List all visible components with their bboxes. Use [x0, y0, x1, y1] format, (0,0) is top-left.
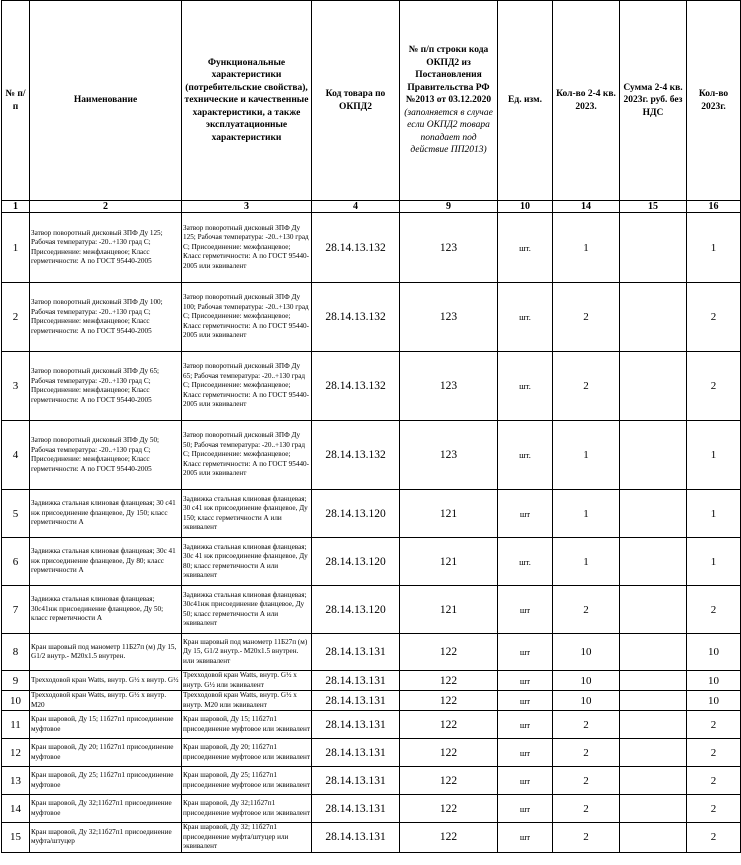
specification-table [1, 0, 741, 853]
table-cell-okpd2-code: 28.14.13.131 [312, 795, 400, 823]
table-cell-description: Кран шаровой, Ду 32;11б27п1 присоединение муфтовое или эквивалент [182, 795, 312, 823]
table-cell-okpd-row: 122 [400, 634, 498, 671]
table-cell-name: Трехходовой кран Watts, внутр. G½ х внутр. G½ [30, 671, 182, 691]
table-row [2, 767, 741, 795]
column-number: 15 [620, 201, 687, 213]
table-cell-qty-year: 1 [687, 421, 741, 490]
table-cell-qty-year: 1 [687, 213, 741, 283]
table-cell-sum [620, 213, 687, 283]
table-cell-num: 3 [2, 352, 30, 421]
table-cell-sum [620, 711, 687, 739]
table-cell-okpd2-code: 28.14.13.132 [312, 421, 400, 490]
table-cell-description: Задвижка стальная клиновая фланцевая; 30с 41 нж присоединение фланцевое, Ду 80; класс герметичности А или эквивалент [182, 538, 312, 586]
table-cell-name: Кран шаровой, Ду 20; 11б27п1 присоединение муфтовое [30, 739, 182, 767]
table-cell-sum [620, 283, 687, 352]
table-cell-okpd2-code: 28.14.13.131 [312, 634, 400, 671]
table-cell-okpd2-code: 28.14.13.120 [312, 490, 400, 538]
table-cell-sum [620, 421, 687, 490]
table-cell-num: 14 [2, 795, 30, 823]
table-cell-unit: шт [498, 691, 553, 711]
table-cell-description: Задвижка стальная клиновая фланцевая; 30 с41 нж присоединение фланцевое, Ду 150; класс герметичности А или эквивалент [182, 490, 312, 538]
table-cell-okpd-row: 122 [400, 711, 498, 739]
table-cell-unit: шт. [498, 352, 553, 421]
table-cell-name: Затвор поворотный дисковый ЗПФ Ду 125; Рабочая температура: -20..+130 град С; Присоединение: межфланцевое; Класс герметичности: А по ГОСТ 95440-2005 [30, 213, 182, 283]
table-cell-okpd2-code: 28.14.13.132 [312, 352, 400, 421]
table-cell-okpd-row: 121 [400, 586, 498, 634]
table-cell-description: Трехходовой кран Watts, внутр. G½ х внутр. G½ или эквивалент [182, 671, 312, 691]
table-cell-num: 2 [2, 283, 30, 352]
table-cell-unit: шт. [498, 283, 553, 352]
table-cell-name: Задвижка стальная клиновая фланцевая; 30 с41 нж присоединение фланцевое, Ду 150; класс герметичности А [30, 490, 182, 538]
table-cell-qty: 1 [553, 421, 620, 490]
table-row [2, 711, 741, 739]
table-cell-num: 9 [2, 671, 30, 691]
table-cell-qty-year: 10 [687, 691, 741, 711]
header-num: № п/п [2, 1, 30, 201]
table-cell-name: Задвижка стальная клиновая фланцевая; 30с41нж присоединение фланцевое, Ду 50; класс герметичности А [30, 586, 182, 634]
table-cell-description: Задвижка стальная клиновая фланцевая; 30с41нж присоединение фланцевое, Ду 50; класс герметичности А или эквивалент [182, 586, 312, 634]
header-okpd-row-note: (заполняется в случае если ОКПД2 товара попадает под действие ПП2013) [404, 107, 493, 156]
table-cell-description: Затвор поворотный дисковый ЗПФ Ду 50; Рабочая температура: -20..+130 град С; Присоединение: межфланцевое; Класс герметичности: А по ГОСТ 95440-2005 или эквивалент [182, 421, 312, 490]
table-cell-qty-year: 2 [687, 586, 741, 634]
table-cell-sum [620, 538, 687, 586]
header-okpd-row-bold: № п/п строки кода ОКПД2 из Постановления Правительства РФ №2013 от 03.12.2020 [405, 45, 492, 106]
table-cell-qty-year: 10 [687, 671, 741, 691]
column-number: 3 [182, 201, 312, 213]
table-cell-sum [620, 823, 687, 853]
header-unit: Ед. изм. [498, 1, 553, 201]
table-cell-num: 5 [2, 490, 30, 538]
table-cell-qty-year: 2 [687, 795, 741, 823]
table-cell-unit: шт. [498, 421, 553, 490]
table-cell-okpd2-code: 28.14.13.131 [312, 691, 400, 711]
table-cell-qty-year: 2 [687, 823, 741, 853]
table-body [2, 213, 741, 853]
table-cell-qty: 10 [553, 634, 620, 671]
table-cell-qty: 1 [553, 538, 620, 586]
table-cell-qty: 10 [553, 671, 620, 691]
header-row [2, 1, 741, 201]
table-row [2, 795, 741, 823]
header-name: Наименование [30, 1, 182, 201]
table-cell-unit: шт [498, 586, 553, 634]
table-cell-name: Кран шаровой, Ду 25; 11б27п1 присоединение муфтовое [30, 767, 182, 795]
table-cell-okpd-row: 122 [400, 739, 498, 767]
table-cell-okpd2-code: 28.14.13.131 [312, 739, 400, 767]
table-cell-qty: 2 [553, 823, 620, 853]
table-cell-okpd2-code: 28.14.13.120 [312, 586, 400, 634]
table-cell-qty-year: 2 [687, 283, 741, 352]
table-cell-okpd-row: 121 [400, 538, 498, 586]
table-cell-qty: 2 [553, 352, 620, 421]
table-cell-okpd2-code: 28.14.13.120 [312, 538, 400, 586]
column-number-row [2, 201, 741, 213]
table-cell-name: Кран шаровой, Ду 15; 11б27п1 присоединение муфтовое [30, 711, 182, 739]
table-cell-okpd2-code: 28.14.13.132 [312, 213, 400, 283]
table-cell-qty: 10 [553, 691, 620, 711]
table-row [2, 421, 741, 490]
table-cell-num: 6 [2, 538, 30, 586]
column-number: 16 [687, 201, 741, 213]
table-cell-sum [620, 352, 687, 421]
table-row [2, 691, 741, 711]
table-cell-qty: 2 [553, 795, 620, 823]
table-cell-sum [620, 795, 687, 823]
table-cell-description: Кран шаровой, Ду 25; 11б27п1 присоединение муфтовое или эквивалент [182, 767, 312, 795]
table-cell-okpd2-code: 28.14.13.131 [312, 823, 400, 853]
table-row [2, 352, 741, 421]
table-cell-name: Затвор поворотный дисковый ЗПФ Ду 50; Рабочая температура: -20..+130 град С; Присоединение: межфланцевое; Класс герметичности: А по ГОСТ 95440-2005 [30, 421, 182, 490]
table-cell-okpd-row: 122 [400, 671, 498, 691]
table-cell-okpd-row: 122 [400, 823, 498, 853]
table-cell-qty: 1 [553, 213, 620, 283]
table-row [2, 634, 741, 671]
table-cell-okpd-row: 123 [400, 213, 498, 283]
header-okpd-row [400, 1, 498, 201]
table-cell-description: Кран шаровой, Ду 32; 11б27п1 присоединение муфта/штуцер или эквивалент [182, 823, 312, 853]
table-cell-okpd-row: 122 [400, 767, 498, 795]
table-cell-num: 1 [2, 213, 30, 283]
table-row [2, 490, 741, 538]
table-cell-qty-year: 2 [687, 739, 741, 767]
table-cell-qty-year: 2 [687, 711, 741, 739]
table-cell-name: Кран шаровой, Ду 32;11б27п1 присоединение муфтовое [30, 795, 182, 823]
table-cell-name: Трехходовой кран Watts, внутр. G½ х внутр. M20 [30, 691, 182, 711]
table-cell-name: Кран шаровый под манометр 11Б27п (м) Ду 15, G1/2 внутр.- M20x1.5 внутрен. [30, 634, 182, 671]
table-row [2, 213, 741, 283]
table-cell-num: 12 [2, 739, 30, 767]
table-cell-okpd-row: 122 [400, 795, 498, 823]
column-number: 14 [553, 201, 620, 213]
table-cell-unit: шт [498, 823, 553, 853]
table-cell-description: Кран шаровой, Ду 15; 11б27п1 присоединение муфтовое или эквивалент [182, 711, 312, 739]
table-row [2, 671, 741, 691]
table-cell-unit: шт. [498, 538, 553, 586]
table-cell-num: 15 [2, 823, 30, 853]
table-cell-okpd2-code: 28.14.13.131 [312, 711, 400, 739]
table-row [2, 538, 741, 586]
column-number: 4 [312, 201, 400, 213]
table-cell-description: Трехходовой кран Watts, внутр. G½ х внутр. M20 или эквивалент [182, 691, 312, 711]
table-cell-qty-year: 2 [687, 352, 741, 421]
table-cell-qty: 2 [553, 283, 620, 352]
table-row [2, 283, 741, 352]
header-desc: Функциональные характеристики (потребительские свойства), технические и качественные характеристики, а также эксплуатационные характеристики [182, 1, 312, 201]
table-cell-unit: шт [498, 671, 553, 691]
table-cell-num: 7 [2, 586, 30, 634]
table-cell-num: 4 [2, 421, 30, 490]
table-cell-qty-year: 10 [687, 634, 741, 671]
table-cell-sum [620, 634, 687, 671]
table-cell-description: Кран шаровой, Ду 20; 11б27п1 присоединение муфтовое или эквивалент [182, 739, 312, 767]
table-cell-qty: 2 [553, 586, 620, 634]
table-cell-qty-year: 1 [687, 490, 741, 538]
table-cell-sum [620, 671, 687, 691]
table-cell-okpd-row: 123 [400, 283, 498, 352]
table-cell-okpd-row: 122 [400, 691, 498, 711]
table-cell-qty: 2 [553, 739, 620, 767]
table-row [2, 739, 741, 767]
column-number: 1 [2, 201, 30, 213]
table-cell-qty: 2 [553, 767, 620, 795]
table-cell-unit: шт [498, 634, 553, 671]
header-qty: Кол-во 2-4 кв. 2023. [553, 1, 620, 201]
table-cell-sum [620, 586, 687, 634]
table-cell-qty: 2 [553, 711, 620, 739]
table-cell-sum [620, 739, 687, 767]
table-cell-sum [620, 767, 687, 795]
table-cell-unit: шт. [498, 213, 553, 283]
table-cell-description: Затвор поворотный дисковый ЗПФ Ду 65; Рабочая температура: -20..+130 град С; Присоединение: межфланцевое; Класс герметичности: А по ГОСТ 95440-2005 или эквивалент [182, 352, 312, 421]
column-number: 9 [400, 201, 498, 213]
table-cell-num: 11 [2, 711, 30, 739]
table-cell-num: 8 [2, 634, 30, 671]
table-cell-okpd-row: 123 [400, 421, 498, 490]
table-cell-unit: шт [498, 767, 553, 795]
column-number: 10 [498, 201, 553, 213]
table-cell-name: Затвор поворотный дисковый ЗПФ Ду 100; Рабочая температура: -20..+130 град С; Присоединение: межфланцевое; Класс герметичности: А по ГОСТ 95440-2005 [30, 283, 182, 352]
table-cell-okpd2-code: 28.14.13.132 [312, 283, 400, 352]
table-cell-description: Кран шаровый под манометр 11Б27п (м) Ду 15, G1/2 внутр.- M20x1.5 внутрен. или эквивалент [182, 634, 312, 671]
table-cell-unit: шт [498, 739, 553, 767]
table-cell-unit: шт [498, 490, 553, 538]
header-qty-year: Кол-во 2023г. [687, 1, 741, 201]
table-cell-description: Затвор поворотный дисковый ЗПФ Ду 125; Рабочая температура: -20..+130 град С; Присоединение: межфланцевое; Класс герметичности: А по ГОСТ 95440-2005 или эквивалент [182, 213, 312, 283]
table-cell-unit: шт [498, 795, 553, 823]
table-cell-qty-year: 2 [687, 767, 741, 795]
header-sum: Сумма 2-4 кв. 2023г. руб. без НДС [620, 1, 687, 201]
table-cell-name: Затвор поворотный дисковый ЗПФ Ду 65; Рабочая температура: -20..+130 град С; Присоединение: межфланцевое; Класс герметичности: А по ГОСТ 95440-2005 [30, 352, 182, 421]
table-row [2, 586, 741, 634]
table-cell-num: 13 [2, 767, 30, 795]
table-cell-qty: 1 [553, 490, 620, 538]
table-row [2, 823, 741, 853]
table-cell-sum [620, 691, 687, 711]
table-cell-name: Задвижка стальная клиновая фланцевая; 30с 41 нж присоединение фланцевое, Ду 80; класс герметичности А [30, 538, 182, 586]
table-cell-description: Затвор поворотный дисковый ЗПФ Ду 100; Рабочая температура: -20..+130 град С; Присоединение: межфланцевое; Класс герметичности: А по ГОСТ 95440-2005 или эквивалент [182, 283, 312, 352]
table-cell-unit: шт [498, 711, 553, 739]
table-cell-okpd-row: 123 [400, 352, 498, 421]
header-code: Код товара по ОКПД2 [312, 1, 400, 201]
column-number: 2 [30, 201, 182, 213]
table-cell-qty-year: 1 [687, 538, 741, 586]
table-cell-okpd2-code: 28.14.13.131 [312, 671, 400, 691]
table-cell-num: 10 [2, 691, 30, 711]
table-cell-okpd-row: 121 [400, 490, 498, 538]
table-cell-sum [620, 490, 687, 538]
table-cell-name: Кран шаровой, Ду 32;11б27п1 присоединение муфта/штуцер [30, 823, 182, 853]
table-cell-okpd2-code: 28.14.13.131 [312, 767, 400, 795]
